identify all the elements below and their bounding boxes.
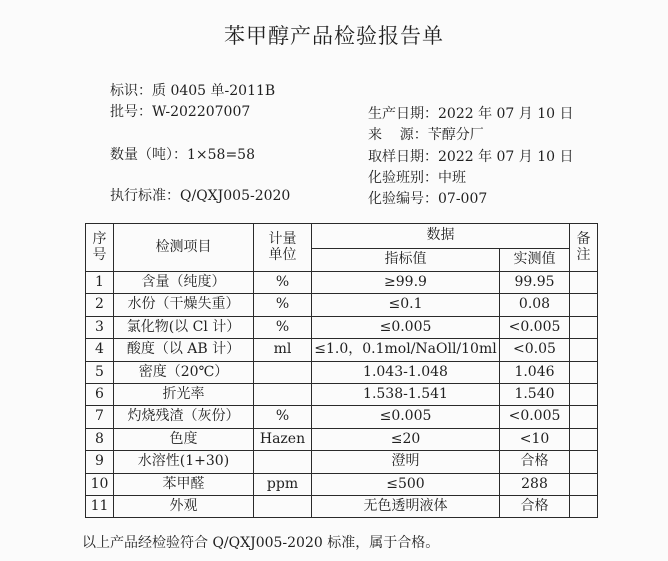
table-row	[86, 316, 598, 338]
cell-measured: <10	[500, 428, 570, 450]
info-pihao	[110, 101, 250, 121]
cell-item: 折光率	[114, 383, 254, 405]
biaoshi-label: 标识：	[110, 83, 152, 99]
info-shuliang	[110, 144, 255, 164]
sample-date-label: 取样日期：	[368, 149, 438, 165]
info-source	[368, 124, 484, 144]
source-value: 苄醇分厂	[427, 127, 484, 143]
table-header-row	[86, 224, 598, 249]
shuliang-value: 1×58=58	[187, 147, 255, 163]
cell-remark	[570, 316, 598, 338]
cell-unit	[254, 495, 312, 517]
cell-spec: ≤500	[312, 473, 500, 495]
cell-unit: %	[254, 316, 312, 338]
cell-item: 酸度（以 AB 计）	[114, 339, 254, 361]
code-label: 化验编号：	[368, 191, 438, 207]
cell-measured: 1.046	[500, 361, 570, 383]
cell-spec: 1.538-1.541	[312, 383, 500, 405]
cell-spec: 1.043-1.048	[312, 361, 500, 383]
standard-value: Q/QXJ005-2020	[180, 188, 291, 204]
cell-spec: ≤0.005	[312, 316, 500, 338]
cell-no: 8	[86, 428, 114, 450]
header-seq-line1: 序	[92, 231, 107, 248]
cell-measured: 99.95	[500, 272, 570, 294]
table-row	[86, 294, 598, 316]
cell-item: 外观	[114, 495, 254, 517]
shuliang-label: 数量（吨）：	[110, 147, 187, 163]
inspection-table	[85, 223, 598, 518]
cell-item: 水溶性(1+30)	[114, 451, 254, 473]
cell-measured: <0.005	[500, 316, 570, 338]
cell-no: 11	[86, 495, 114, 517]
table-row	[86, 383, 598, 405]
cell-no: 5	[86, 361, 114, 383]
cell-unit: ppm	[254, 473, 312, 495]
table-row	[86, 473, 598, 495]
code-value: 07-007	[438, 191, 488, 207]
table-row	[86, 406, 598, 428]
cell-remark	[570, 473, 598, 495]
cell-spec: ≤20	[312, 428, 500, 450]
table-body	[86, 272, 598, 518]
cell-no: 4	[86, 339, 114, 361]
info-biaoshi	[110, 80, 275, 100]
cell-unit: %	[254, 406, 312, 428]
header-remark-line2: 注	[576, 246, 591, 263]
cell-no: 10	[86, 473, 114, 495]
header-item: 检测项目	[114, 224, 254, 272]
cell-unit	[254, 451, 312, 473]
report-title: 苯甲醇产品检验报告单	[224, 24, 444, 48]
pihao-value: W-202207007	[152, 104, 251, 120]
cell-spec: ≤1.0，0.1mol/NaOll/10ml	[312, 339, 500, 361]
cell-measured: 合格	[500, 451, 570, 473]
shift-value: 中班	[438, 170, 466, 186]
cell-unit	[254, 383, 312, 405]
source-label: 来 源：	[368, 127, 428, 143]
cell-unit	[254, 361, 312, 383]
prod-date-value: 2022 年 07 月 10 日	[438, 106, 574, 122]
table-row	[86, 339, 598, 361]
biaoshi-value: 质 0405 单-2011B	[152, 83, 276, 99]
cell-remark	[570, 272, 598, 294]
cell-spec: 无色透明液体	[312, 495, 500, 517]
cell-no: 2	[86, 294, 114, 316]
prod-date-label: 生产日期：	[368, 106, 438, 122]
cell-spec: ≤0.005	[312, 406, 500, 428]
cell-remark	[570, 294, 598, 316]
cell-item: 含量（纯度）	[114, 272, 254, 294]
header-data: 数据	[312, 224, 570, 249]
cell-measured: 1.540	[500, 383, 570, 405]
header-measured: 实测值	[500, 249, 570, 272]
cell-item: 氯化物(以 Cl 计）	[114, 316, 254, 338]
cell-spec: ≥99.9	[312, 272, 500, 294]
cell-remark	[570, 383, 598, 405]
cell-measured: 288	[500, 473, 570, 495]
header-unit-line1: 计量	[268, 231, 297, 248]
info-code	[368, 188, 487, 208]
table-row	[86, 428, 598, 450]
table-row	[86, 451, 598, 473]
sample-date-value: 2022 年 07 月 10 日	[438, 149, 574, 165]
cell-unit: %	[254, 272, 312, 294]
table-row	[86, 495, 598, 517]
cell-measured: 合格	[500, 495, 570, 517]
cell-no: 9	[86, 451, 114, 473]
cell-spec: ≤0.1	[312, 294, 500, 316]
cell-no: 3	[86, 316, 114, 338]
cell-no: 6	[86, 383, 114, 405]
header-remark	[570, 224, 598, 272]
header-seq-line2: 号	[92, 246, 107, 263]
cell-spec: 澄明	[312, 451, 500, 473]
header-remark-line1: 备	[576, 231, 591, 248]
cell-remark	[570, 406, 598, 428]
conclusion-text: 以上产品经检验符合 Q/QXJ005-2020 标准，属于合格。	[82, 535, 440, 551]
pihao-label: 批号：	[110, 104, 152, 120]
cell-remark	[570, 495, 598, 517]
cell-item: 灼烧残渣（灰份）	[114, 406, 254, 428]
cell-unit: ml	[254, 339, 312, 361]
cell-no: 7	[86, 406, 114, 428]
cell-unit: %	[254, 294, 312, 316]
cell-measured: <0.005	[500, 406, 570, 428]
table-row	[86, 361, 598, 383]
header-seq	[86, 224, 114, 272]
info-shift	[368, 167, 466, 187]
cell-no: 1	[86, 272, 114, 294]
cell-item: 苯甲醛	[114, 473, 254, 495]
cell-remark	[570, 361, 598, 383]
table-row	[86, 272, 598, 294]
header-spec: 指标值	[312, 249, 500, 272]
cell-item: 密度（20℃）	[114, 361, 254, 383]
cell-unit: Hazen	[254, 428, 312, 450]
header-unit	[254, 224, 312, 272]
info-prod-date	[368, 103, 574, 123]
cell-measured: 0.08	[500, 294, 570, 316]
info-standard	[110, 185, 290, 205]
cell-remark	[570, 428, 598, 450]
info-sample-date	[368, 146, 574, 166]
cell-remark	[570, 451, 598, 473]
shift-label: 化验班别：	[368, 170, 438, 186]
cell-item: 色度	[114, 428, 254, 450]
standard-label: 执行标准：	[110, 188, 180, 204]
cell-item: 水份（干燥失重）	[114, 294, 254, 316]
cell-measured: <0.05	[500, 339, 570, 361]
cell-remark	[570, 339, 598, 361]
header-unit-line2: 单位	[268, 246, 297, 263]
